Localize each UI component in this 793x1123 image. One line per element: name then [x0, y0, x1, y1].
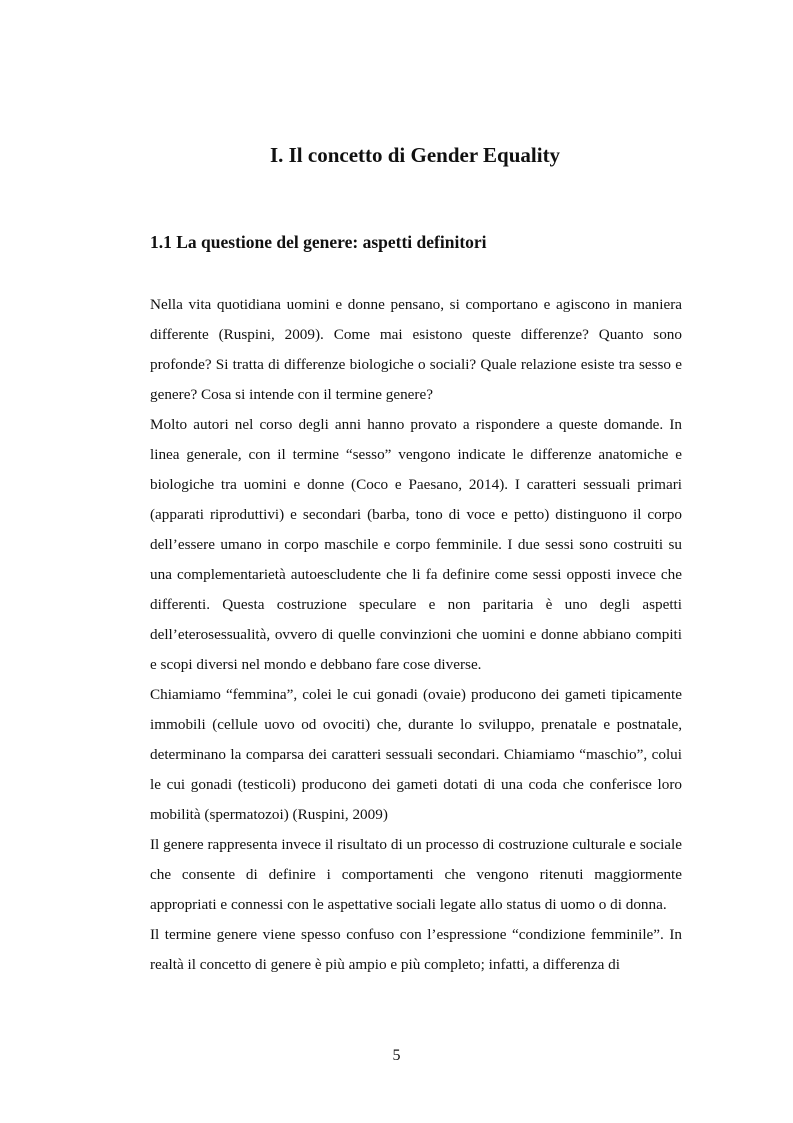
- page-number: 5: [392, 1047, 401, 1064]
- section-heading: 1.1 La questione del genere: aspetti definitori: [150, 232, 487, 252]
- paragraph: Molto autori nel corso degli anni hanno provato a rispondere a queste domande. In linea generale, con il termine “sesso” vengono indicate le differenze anatomiche e biologiche tra uomini e donne (Coco e Paesano, 2014). I caratteri sessuali primari (apparati riproduttivi) e secondari (barba, tono di voce e petto) distinguono il corpo dell’essere umano in corpo maschile e corpo femminile. I due sessi sono costruiti su una complementarietà autoescludente che li fa definire come sessi opposti invece che differenti. Questa costruzione speculare e non paritaria è uno degli aspetti dell’eterosessualità, ovvero di quelle convinzioni che uomini e donne abbiano compiti e scopi diversi nel mondo e debbano fare cose diverse.: [150, 416, 682, 673]
- paragraph: Il genere rappresenta invece il risultato di un processo di costruzione culturale e sociale che consente di definire i comportamenti che vengono ritenuti maggiormente appropriati e connessi con le aspettative sociali legate allo status di uomo o di donna.: [150, 836, 682, 913]
- chapter-title: I. Il concetto di Gender Equality: [269, 143, 561, 167]
- paragraph: Nella vita quotidiana uomini e donne pensano, si comportano e agiscono in maniera differente (Ruspini, 2009). Come mai esistono queste differenze? Quanto sono profonde? Si tratta di differenze biologiche o sociali? Quale relazione esiste tra sesso e genere? Cosa si intende con il termine genere?: [150, 296, 682, 403]
- paragraph: Il termine genere viene spesso confuso con l’espressione “condizione femminile”. In realtà il concetto di genere è più ampio e più completo; infatti, a differenza di: [150, 926, 682, 973]
- paragraph: Chiamiamo “femmina”, colei le cui gonadi (ovaie) producono dei gameti tipicamente immobili (cellule uovo od ovociti) che, durante lo sviluppo, prenatale e postnatale, determinano la comparsa dei caratteri sessuali secondari. Chiamiamo “maschio”, colui le cui gonadi (testicoli) producono dei gameti dotati di una coda che conferisce loro mobilità (spermatozoi) (Ruspini, 2009): [150, 686, 682, 823]
- body-text: [150, 290, 682, 980]
